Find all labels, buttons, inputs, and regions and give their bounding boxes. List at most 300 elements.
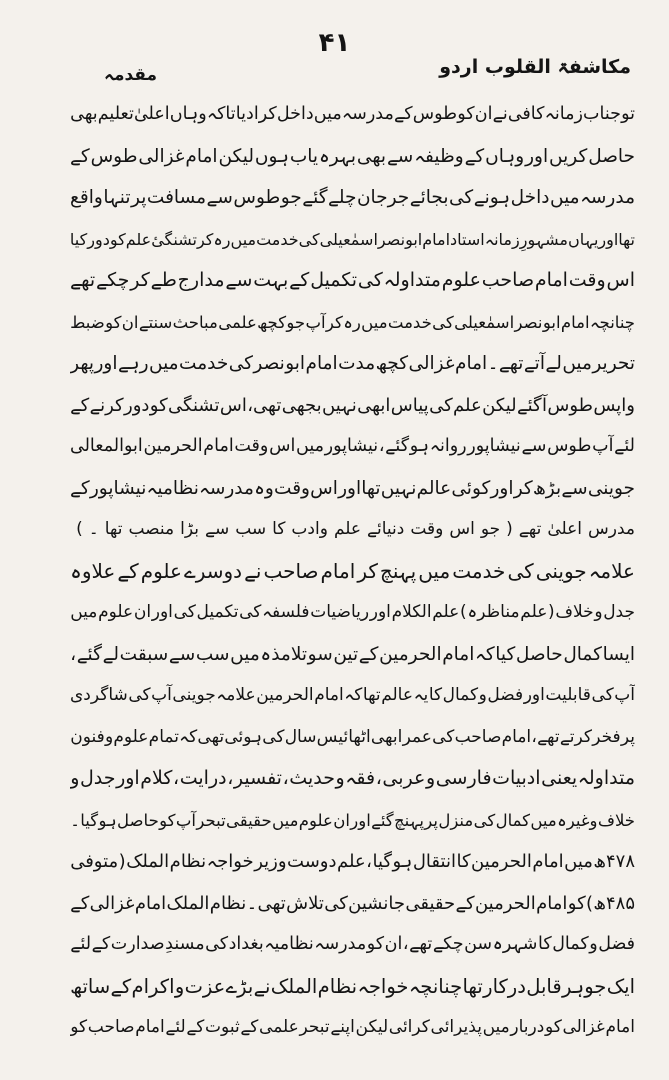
word: خواجہ xyxy=(357,974,409,998)
word: اس xyxy=(269,436,296,456)
word: کی xyxy=(298,229,320,249)
word: متداولہ xyxy=(577,767,635,789)
word: طوس xyxy=(90,145,138,167)
word: کے xyxy=(358,643,379,665)
word: دور xyxy=(87,229,110,249)
word: رہے xyxy=(117,353,149,374)
text-line xyxy=(70,800,635,842)
word: انتقال xyxy=(412,851,456,872)
word: چنانچہ xyxy=(589,312,635,332)
word: تبحر xyxy=(196,810,226,830)
word: رہ xyxy=(343,312,361,332)
word: و xyxy=(589,934,598,954)
word: فخر xyxy=(592,726,621,747)
word: تاکہ xyxy=(206,104,236,124)
word: ہو xyxy=(409,436,430,456)
word: تھا xyxy=(104,519,123,539)
word: اور xyxy=(369,602,391,622)
word: کا xyxy=(272,519,286,539)
word: بجائے xyxy=(409,187,449,208)
word: تھی xyxy=(257,892,286,914)
text-line xyxy=(70,883,635,925)
word: طوس xyxy=(547,394,593,416)
word: نصر xyxy=(377,229,406,249)
word: امام xyxy=(560,312,590,332)
text-line xyxy=(70,551,635,593)
word: اور xyxy=(598,229,619,249)
word: نہیں xyxy=(322,394,357,416)
word: سے xyxy=(225,269,253,291)
word: کے xyxy=(70,145,90,167)
word: آتے xyxy=(523,353,545,374)
word: کا xyxy=(428,685,443,705)
word: اور xyxy=(151,602,173,622)
word: نے xyxy=(492,104,508,124)
word: کہ xyxy=(179,726,198,747)
word: فضل xyxy=(487,685,524,705)
word: کر xyxy=(513,477,533,499)
word: مشہورِ xyxy=(519,229,568,249)
word: الملک xyxy=(166,892,210,914)
word: رہ xyxy=(213,229,231,249)
text-line xyxy=(70,1007,635,1049)
word: صدارت xyxy=(110,934,165,954)
word: کہ xyxy=(344,685,363,705)
word: امام xyxy=(185,145,218,167)
word: ( xyxy=(118,851,126,872)
text-line xyxy=(70,302,635,344)
word: ضبط xyxy=(70,312,105,332)
word: امام xyxy=(532,851,564,872)
word: آپ xyxy=(305,312,326,332)
word: اسمٰعیلی xyxy=(319,229,378,249)
word: پہنچ xyxy=(394,810,424,830)
word: تنہا xyxy=(103,187,131,208)
text-line xyxy=(70,841,635,883)
word: زمانہ xyxy=(544,104,583,124)
word: کرا xyxy=(253,104,277,124)
word: امام xyxy=(134,892,167,914)
word: تین xyxy=(333,643,359,665)
word: ، xyxy=(378,436,385,456)
word: مدرسہ xyxy=(580,187,635,208)
word: کے xyxy=(289,269,310,291)
word: کی xyxy=(449,187,474,208)
word: صاحب xyxy=(263,558,319,583)
word: علامہ xyxy=(588,558,635,583)
word: کی xyxy=(507,558,534,583)
word: اور xyxy=(338,477,362,499)
word: میں xyxy=(70,602,98,622)
text-line xyxy=(70,385,635,427)
word: علمی xyxy=(218,312,257,332)
word: گیا xyxy=(80,810,99,830)
word: کو xyxy=(70,1017,88,1037)
word: تکمیل xyxy=(310,269,358,291)
word: علمی xyxy=(259,1017,299,1037)
word: حاصل xyxy=(588,145,635,167)
word: حقیقی xyxy=(405,892,456,914)
word: واپس xyxy=(593,394,635,416)
word: علم xyxy=(432,602,460,622)
word: کو xyxy=(159,810,176,830)
word: تکمیل xyxy=(196,602,239,622)
word: اور xyxy=(523,685,545,705)
word: ابھی xyxy=(357,394,391,416)
word: نیشاپور xyxy=(89,477,147,499)
word: اعلیٰ xyxy=(133,104,170,124)
word: ہونے xyxy=(473,187,511,208)
word: اور xyxy=(350,810,371,830)
word: غزالی xyxy=(562,1017,605,1037)
word: سے xyxy=(386,145,414,167)
word: یہاں xyxy=(567,229,599,249)
word: ابھی xyxy=(370,726,403,747)
word: وقت xyxy=(274,477,310,499)
word: کے xyxy=(110,974,132,998)
word: ۔ xyxy=(70,810,80,830)
word: کو xyxy=(149,394,168,416)
word: کے xyxy=(186,1017,205,1037)
word: سن xyxy=(464,934,493,954)
word: عالم xyxy=(416,477,452,499)
word: بھی xyxy=(356,145,387,167)
word: درایت xyxy=(179,767,227,789)
body-text xyxy=(70,94,635,1049)
word: چنانچہ xyxy=(408,974,463,998)
word: عمر xyxy=(402,726,432,747)
word: شہرہ xyxy=(492,934,538,954)
word: سال xyxy=(284,726,317,747)
word: کی xyxy=(262,726,285,747)
text-line xyxy=(70,260,635,302)
word: ) xyxy=(76,519,83,539)
word: تھے xyxy=(70,269,96,291)
word: نہیں xyxy=(380,477,417,499)
word: الکلام xyxy=(391,602,432,622)
word: ان xyxy=(121,312,139,332)
word: گئے xyxy=(302,187,328,208)
word: الحرمین xyxy=(471,851,532,872)
word: آپ xyxy=(592,436,614,456)
word: قابل xyxy=(526,974,562,998)
word: تھی، xyxy=(247,394,282,416)
word: ( xyxy=(506,519,513,539)
section-title-header: مقدمہ xyxy=(104,65,158,85)
text-line xyxy=(70,219,635,261)
word: کرتے xyxy=(559,726,592,747)
word: ایسا xyxy=(602,643,635,665)
word: ہوئی xyxy=(224,726,263,747)
word: جو xyxy=(480,519,501,539)
word: کر xyxy=(325,312,343,332)
word: علامہ xyxy=(216,685,256,705)
word: ، xyxy=(375,767,382,789)
word: بہرہ xyxy=(318,145,356,167)
word: بجھی xyxy=(281,394,322,416)
word: امام xyxy=(135,1017,165,1037)
word: علوم xyxy=(298,810,333,830)
word: کریں xyxy=(549,145,588,167)
word: تھا xyxy=(361,477,381,499)
word: علاوہ xyxy=(70,558,116,583)
word: لئے xyxy=(614,436,635,456)
text-line xyxy=(70,94,635,136)
word: کر xyxy=(357,558,378,583)
word: الملک xyxy=(270,974,318,998)
word: آپ xyxy=(151,685,172,705)
word: ابو xyxy=(405,229,423,249)
word: نے xyxy=(253,974,271,998)
word: متداولہ xyxy=(383,269,441,291)
word: سب xyxy=(195,643,230,665)
text-line xyxy=(70,592,635,634)
word: ہو xyxy=(98,810,117,830)
word: منصب xyxy=(128,519,175,539)
word: نے xyxy=(244,558,262,583)
word: ابو xyxy=(285,353,306,374)
word: علوم xyxy=(98,602,134,622)
word: فضل xyxy=(598,934,635,954)
word: کا xyxy=(456,851,471,872)
text-line xyxy=(70,343,635,385)
word: امام xyxy=(605,1017,635,1037)
word: کرائی xyxy=(388,1017,430,1037)
word: کی xyxy=(228,353,253,374)
word: مسندِ xyxy=(165,934,205,954)
word: ( xyxy=(548,602,555,622)
word: و xyxy=(425,767,436,789)
text-line xyxy=(70,634,635,676)
word: وہ xyxy=(254,477,274,499)
word: خدمت xyxy=(256,229,299,249)
word: ادبیات xyxy=(492,767,541,789)
word: لئے xyxy=(165,1017,186,1037)
word: کافی xyxy=(507,104,545,124)
word: تشنگی xyxy=(168,394,220,416)
word: امام xyxy=(501,726,532,747)
word: چلے xyxy=(328,187,357,208)
word: ) xyxy=(586,892,594,914)
word: مباحث xyxy=(172,312,218,332)
word: کمال xyxy=(563,643,602,665)
word: نظام xyxy=(169,851,207,872)
word: درکار xyxy=(483,974,526,998)
word: جناب xyxy=(583,104,621,124)
word: مدرسہ xyxy=(341,104,394,124)
word: اس xyxy=(606,269,635,291)
word: کی xyxy=(432,312,454,332)
word: وہاں xyxy=(169,104,207,124)
word: کرنے xyxy=(89,394,124,416)
text-line xyxy=(70,426,635,468)
word: جو xyxy=(286,312,306,332)
word: متوفی xyxy=(70,851,119,872)
word: ، xyxy=(282,767,289,789)
word: ان xyxy=(384,934,403,954)
word: صاحب xyxy=(87,1017,135,1037)
word: دور xyxy=(124,394,150,416)
word: سنتے xyxy=(138,312,173,332)
word: جانشین xyxy=(348,892,405,914)
word: طوس xyxy=(547,436,592,456)
word: جدل xyxy=(79,767,116,789)
word: ۔ xyxy=(487,353,499,374)
word: کچھ xyxy=(257,312,287,332)
word: سے xyxy=(561,477,588,499)
word: خدمت xyxy=(452,558,506,583)
word: اپنے xyxy=(330,1017,355,1037)
word: کی xyxy=(173,602,196,622)
word: علوم xyxy=(113,726,149,747)
word: و xyxy=(70,767,80,789)
word: یعنی xyxy=(541,767,578,789)
word: ایک xyxy=(606,974,635,998)
word: تفسیر xyxy=(233,767,282,789)
word: ان xyxy=(133,602,152,622)
word: گئے xyxy=(371,810,394,830)
word: کے xyxy=(393,104,413,124)
text-line xyxy=(70,177,635,219)
word: کمال xyxy=(495,810,531,830)
word: ابوالمعالی xyxy=(70,436,143,456)
word: تھے xyxy=(537,726,560,747)
word: امام xyxy=(534,269,568,291)
word: تلاش xyxy=(286,892,324,914)
word: کیا xyxy=(70,229,88,249)
word: علم xyxy=(125,229,152,249)
word: پیاس xyxy=(390,394,429,416)
word: ان xyxy=(474,104,493,124)
word: پذیرائی xyxy=(430,1017,482,1037)
word: مدرسہ xyxy=(199,477,254,499)
word: اس xyxy=(449,519,475,539)
word: تعلیم xyxy=(97,104,134,124)
word: اسمٰعیلی xyxy=(454,312,515,332)
word: ، xyxy=(402,934,409,954)
word: طے xyxy=(150,269,177,291)
word: کو xyxy=(544,1017,562,1037)
word: غزالی xyxy=(138,145,185,167)
word: تھا xyxy=(462,974,483,998)
text-line xyxy=(70,509,635,551)
word: تھا xyxy=(362,685,381,705)
word: کوئی xyxy=(451,477,491,499)
word: میں xyxy=(313,104,342,124)
word: الحرمین xyxy=(256,685,314,705)
word: تھے xyxy=(409,934,433,954)
word: ریاضیات xyxy=(310,602,370,622)
word: ، xyxy=(70,643,77,665)
word: گیا xyxy=(372,851,392,872)
word: امام xyxy=(305,353,338,374)
word: کی xyxy=(324,892,348,914)
word: اور xyxy=(116,767,140,789)
word: و xyxy=(478,685,487,705)
word: یاب xyxy=(289,145,319,167)
word: تھے xyxy=(518,519,542,539)
word: کے xyxy=(70,477,90,499)
word: مدرسہ xyxy=(314,934,367,954)
word: دیا xyxy=(235,104,254,124)
word: بڑا xyxy=(180,519,199,539)
word: علم xyxy=(336,851,366,872)
word: اس xyxy=(219,394,247,416)
word: و xyxy=(335,767,345,789)
word: کے xyxy=(117,558,139,583)
word: فقہ xyxy=(345,767,376,789)
word: عالم xyxy=(381,685,414,705)
word: منزل xyxy=(438,810,474,830)
word: تھے xyxy=(498,353,524,374)
word: میں xyxy=(418,558,451,583)
word: اٹھائیس xyxy=(316,726,371,747)
word: وہاں xyxy=(485,145,525,167)
word: مسافت xyxy=(146,187,206,208)
word: الحرمین xyxy=(143,436,203,456)
word: وغیرہ xyxy=(557,810,598,830)
word: ۴۷۸ھ xyxy=(593,851,635,872)
word: میں xyxy=(361,312,388,332)
word: مدارج xyxy=(177,269,225,291)
word: وقت xyxy=(568,269,606,291)
word: سبقت xyxy=(119,643,169,665)
word: جرجان xyxy=(356,187,410,208)
word: ، xyxy=(531,726,537,747)
word: جدل xyxy=(603,602,635,622)
word: علم xyxy=(453,394,482,416)
word: امام xyxy=(455,353,488,374)
word: نصر xyxy=(514,312,543,332)
word: وقت xyxy=(234,436,269,456)
word: علوم xyxy=(441,269,481,291)
word: تھی xyxy=(197,726,225,747)
word: کے xyxy=(240,1017,259,1037)
word: ۴۸۵ھ xyxy=(593,892,635,914)
word: کو xyxy=(105,312,122,332)
word: فنون xyxy=(70,726,105,747)
word: میں xyxy=(562,353,592,374)
word: خواجہ xyxy=(206,851,254,872)
word: میں xyxy=(564,851,593,872)
word: علوم xyxy=(140,558,182,583)
word: کر xyxy=(196,229,214,249)
word: و xyxy=(594,602,603,622)
word: پر xyxy=(424,810,438,830)
word: پر xyxy=(620,726,635,747)
word: الملک xyxy=(126,851,170,872)
word: میں xyxy=(530,810,557,830)
word: کے xyxy=(455,892,475,914)
word: کی xyxy=(205,934,229,954)
word: یہ xyxy=(413,685,429,705)
word: آ xyxy=(541,394,547,416)
word: اکرام xyxy=(131,974,175,998)
word: دنیائے xyxy=(367,519,405,539)
word: کمال xyxy=(552,934,589,954)
book-title-header: مکاشفۃ القلوب اردو xyxy=(439,56,631,78)
word: نظامیہ xyxy=(264,934,314,954)
word: چکے xyxy=(432,934,464,954)
word: عزت xyxy=(184,974,226,998)
text-line xyxy=(70,758,635,800)
word: امام xyxy=(442,643,475,665)
word: داخل xyxy=(276,104,314,124)
word: روانہ xyxy=(429,436,467,456)
word: ، xyxy=(173,767,180,789)
word: کی xyxy=(128,685,151,705)
word: استاد xyxy=(450,229,485,249)
